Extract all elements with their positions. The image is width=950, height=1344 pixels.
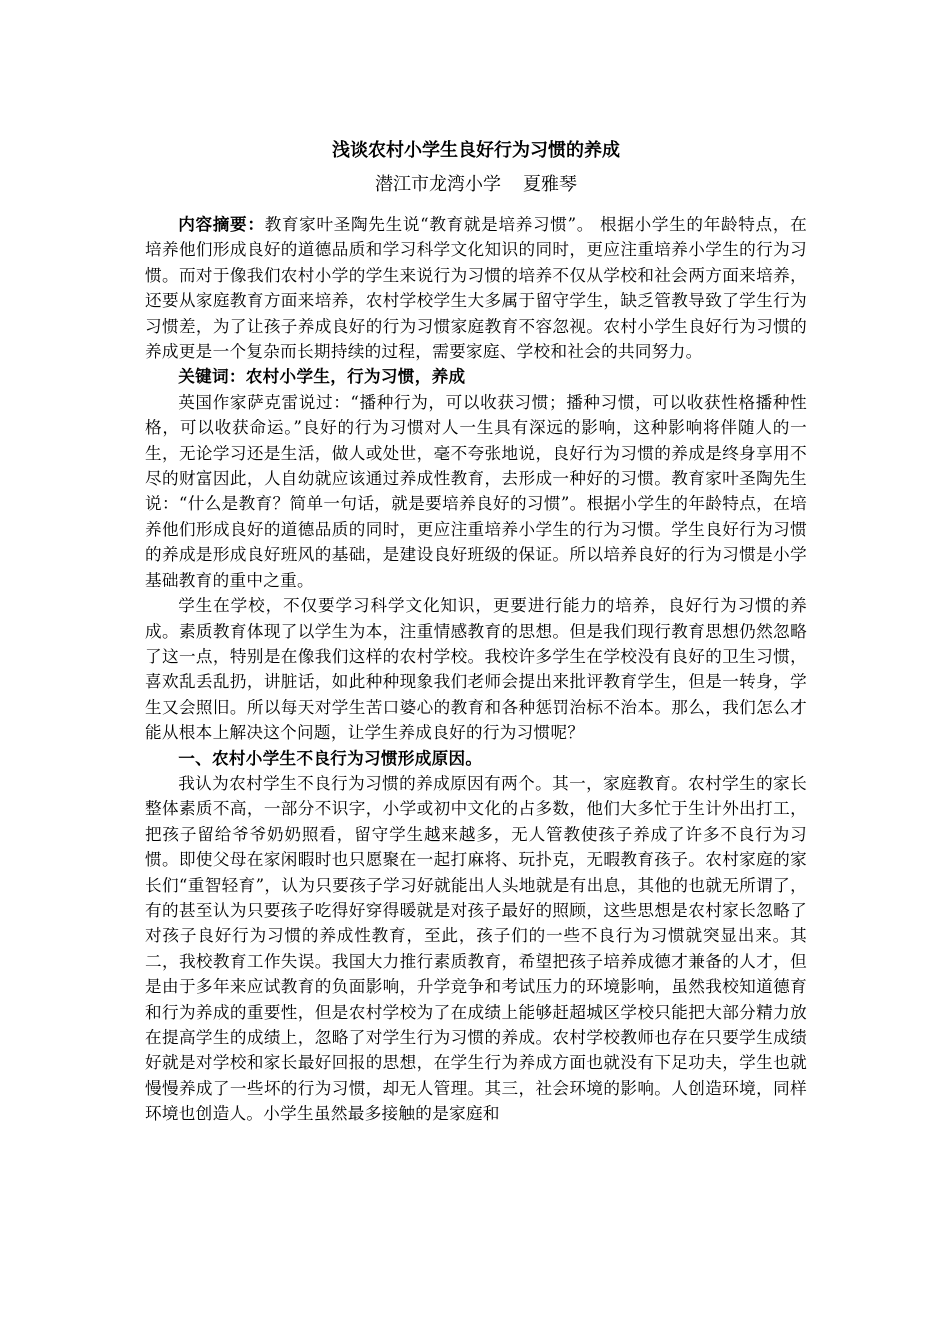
body-paragraph-1: 英国作家萨克雷说过：“播种行为，可以收获习惯；播种习惯，可以收获性格播种性格，可以收获命运。”良好的行为习惯对人一生具有深远的影响，这种影响将伴随人的一生，无论学习还是生活，做人或处世，毫不夸张地说，良好行为习惯的养成是终身享用不尽的财富因此，人自幼就应该通过养成性教育，去形成一种好的习惯。教育家叶圣陶先生说：“什么是教育？简单一句话，就是要培养良好的习惯”。根据小学生的年龄特点，在培养他们形成良好的道德品质的同时，更应注重培养小学生的行为习惯。学生良好行为习惯的养成是形成良好班风的基础，是建设良好班级的保证。所以培养良好的行为习惯是小学基础教育的重中之重。 <box>145 392 807 590</box>
abstract-paragraph <box>145 212 807 364</box>
author-school: 潜江市龙湾小学 <box>375 174 501 195</box>
author-name: 夏雅琴 <box>523 174 577 195</box>
abstract-text: 教育家叶圣陶先生说“教育就是培养习惯”。 根据小学生的年龄特点，在培养他们形成良好的道德品质和学习科学文化知识的同时，更应注重培养小学生的行为习惯。而对于像我们农村小学的学生来说行为习惯的培养不仅从学校和社会两方面来培养，还要从家庭教育方面来培养，农村学校学生大多属于留守学生，缺乏管教导致了学生行为习惯差，为了让孩子养成良好的行为习惯家庭教育不容忽视。农村小学生良好行为习惯的养成更是一个复杂而长期持续的过程，需要家庭、学校和社会的共同努力。 <box>145 215 808 362</box>
document-title: 浅谈农村小学生良好行为习惯的养成 <box>332 140 620 161</box>
abstract-label: 内容摘要： <box>178 214 265 234</box>
keywords-line: 关键词：农村小学生，行为习惯，养成 <box>178 366 466 387</box>
author-line <box>145 172 807 198</box>
section-1-heading: 一、农村小学生不良行为习惯形成原因。 <box>178 747 483 768</box>
body-paragraph-2: 学生在学校，不仅要学习科学文化知识，更要进行能力的培养，良好行为习惯的养成。素质教育体现了以学生为本，注重情感教育的思想。但是我们现行教育思想仍然忽略了这一点，特别是在像我们这样的农村学校。我校许多学生在学校没有良好的卫生习惯，喜欢乱丢乱扔，讲脏话，如此种种现象我们老师会提出来批评教育学生，但是一转身，学生又会照旧。所以每天对学生苦口婆心的教育和各种惩罚治标不治本。那么，我们怎么才能从根本上解决这个问题，让学生养成良好的行为习惯呢？ <box>145 596 807 743</box>
document-page <box>145 128 807 1127</box>
section-1-paragraph: 我认为农村学生不良行为习惯的养成原因有两个。其一，家庭教育。农村学生的家长整体素质不高，一部分不识字，小学或初中文化的占多数，他们大多忙于生计外出打工，把孩子留给爷爷奶奶照看，留守学生越来越多，无人管教使孩子养成了许多不良行为习惯。即使父母在家闲暇时也只愿聚在一起打麻将、玩扑克，无暇教育孩子。农村家庭的家长们“重智轻育”，认为只要孩子学习好就能出人头地就是有出息，其他的也就无所谓了，有的甚至认为只要孩子吃得好穿得暖就是对孩子最好的照顾，这些思想是农村家长忽略了对孩子良好行为习惯的养成性教育，至此，孩子们的一些不良行为习惯就突显出来。其二，我校教育工作失误。我国大力推行素质教育，希望把孩子培养成德才兼备的人才，但是由于多年来应试教育的负面影响，升学竞争和考试压力的环境影响，虽然我校知道德育和行为养成的重要性，但是农村学校为了在成绩上能够赶超城区学校只能把大部分精力放在提高学生的成绩上，忽略了对学生行为习惯的养成。农村学校教师也存在只要学生成绩好就是对学校和家长最好回报的思想，在学生行为养成方面也就没有下足功夫，学生也就慢慢养成了一些坏的行为习惯，却无人管理。其三，社会环境的影响。人创造环境，同样环境也创造人。小学生虽然最多接触的是家庭和 <box>145 773 807 1124</box>
